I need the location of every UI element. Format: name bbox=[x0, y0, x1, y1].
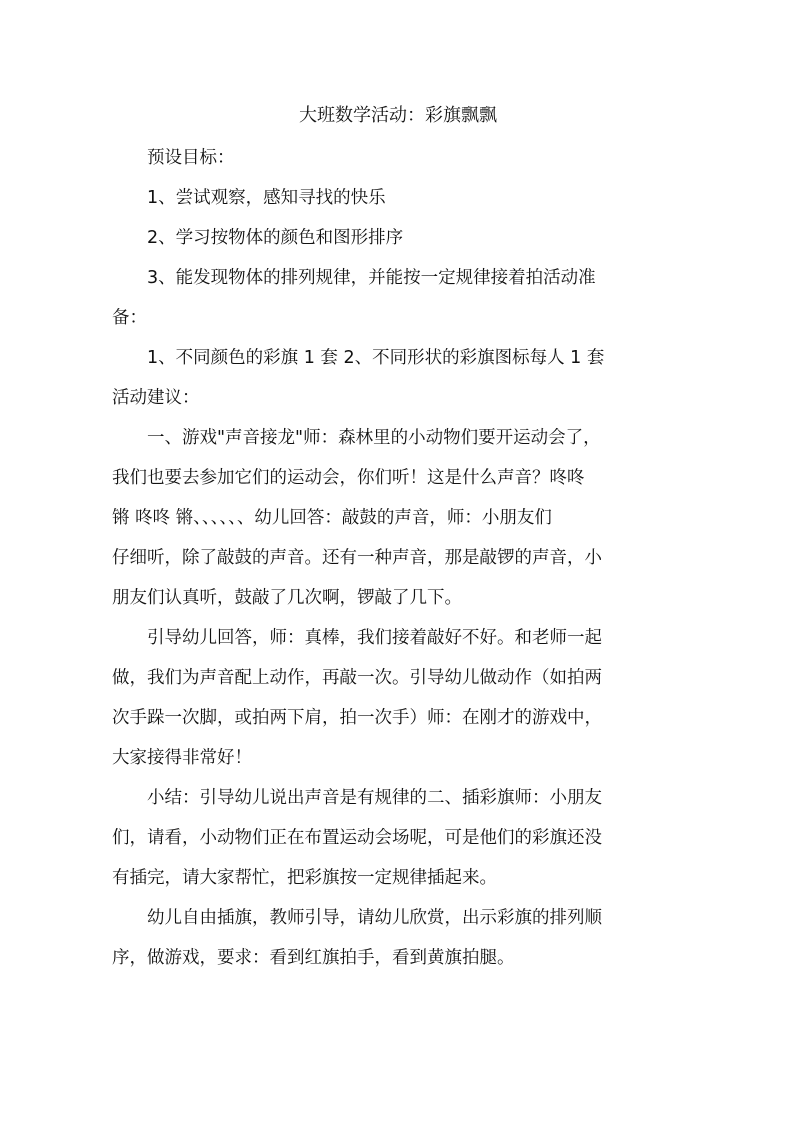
text-line: 1、尝试观察，感知寻找的快乐 bbox=[147, 188, 386, 208]
text-line: 3、能发现物体的排列规律，并能按一定规律接着拍活动准 bbox=[147, 268, 596, 288]
text-line: 有插完，请大家帮忙，把彩旗按一定规律插起来。 bbox=[112, 868, 497, 888]
paragraph-free-flag bbox=[112, 898, 684, 978]
text-line: 备： bbox=[112, 308, 147, 328]
paragraph-goals-heading bbox=[112, 138, 684, 178]
text-line: 大家接得非常好！ bbox=[112, 748, 252, 768]
paragraph-game-sound-chain bbox=[112, 418, 684, 618]
text-line: 我们也要去参加它们的运动会，你们听！这是什么声音？咚咚 bbox=[112, 468, 585, 488]
text-line: 仔细听，除了敲鼓的声音。还有一种声音，那是敲锣的声音，小 bbox=[112, 548, 602, 568]
text-line: 引导幼儿回答，师：真棒，我们接着敲好不好。和老师一起 bbox=[147, 628, 602, 648]
text-line: 活动建议： bbox=[112, 388, 200, 408]
text-line: 1、不同颜色的彩旗 1 套 2、不同形状的彩旗图标每人 1 套 bbox=[147, 348, 605, 368]
text-line: 序，做游戏，要求：看到红旗拍手，看到黄旗拍腿。 bbox=[112, 948, 515, 968]
text-line: 次手跺一次脚，或拍两下肩，拍一次手）师：在刚才的游戏中， bbox=[112, 708, 602, 728]
text-line: 2、学习按物体的颜色和图形排序 bbox=[147, 228, 404, 248]
paragraph-goal-2 bbox=[112, 218, 684, 258]
text-line: 锵 咚咚 锵、、、、、、幼儿回答：敲鼓的声音，师：小朋友们 bbox=[112, 508, 552, 528]
paragraph-summary bbox=[112, 778, 684, 898]
paragraph-materials bbox=[112, 338, 684, 418]
document-page bbox=[112, 94, 684, 978]
paragraph-goal-1 bbox=[112, 178, 684, 218]
text-line: 朋友们认真听，鼓敲了几次啊，锣敲了几下。 bbox=[112, 588, 462, 608]
paragraph-guide-answer bbox=[112, 618, 684, 778]
paragraph-goal-3 bbox=[112, 258, 684, 338]
text-line: 预设目标： bbox=[147, 148, 235, 168]
text-line: 幼儿自由插旗，教师引导，请幼儿欣赏，出示彩旗的排列顺 bbox=[147, 908, 602, 928]
text-line: 做，我们为声音配上动作，再敲一次。引导幼儿做动作（如拍两 bbox=[112, 668, 602, 688]
document-title: 大班数学活动：彩旗飘飘 bbox=[299, 105, 497, 126]
text-line: 一、游戏"声音接龙"师：森林里的小动物们要开运动会了， bbox=[147, 428, 601, 448]
text-line: 小结：引导幼儿说出声音是有规律的二、插彩旗师：小朋友 bbox=[147, 788, 602, 808]
text-line: 们，请看，小动物们正在布置运动会场呢，可是他们的彩旗还没 bbox=[112, 828, 602, 848]
